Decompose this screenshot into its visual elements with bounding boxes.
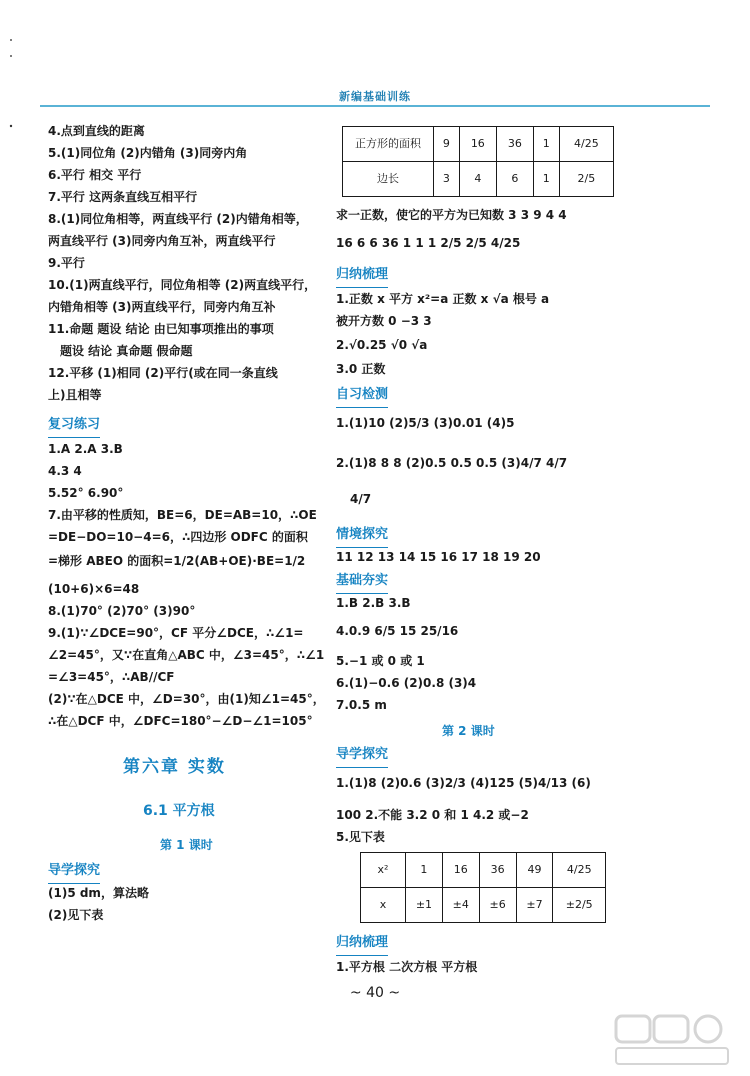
answer-line: =梯形 ABEO 的面积=1/2(AB+OE)·BE=1/2 <box>48 554 306 568</box>
section-title-situation: 情境探究 <box>336 524 388 546</box>
table-cell: 36 <box>496 127 533 162</box>
page-number: ~ 40 ~ <box>349 985 401 1001</box>
answer-line: =∠3=45°，∴AB//CF <box>48 670 175 684</box>
table-header-cell: x <box>361 888 406 923</box>
table-row <box>343 127 614 162</box>
answer-line: 题设 结论 真命题 假命题 <box>60 344 193 358</box>
answer-line: 100 2.不能 3.2 0 和 1 4.2 或−2 <box>336 808 529 822</box>
section-title-summary: 归纳梳理 <box>336 932 388 954</box>
table-cell: ±7 <box>516 888 553 923</box>
section-title-summary: 归纳梳理 <box>336 264 388 286</box>
answer-line: 4.3 4 <box>48 464 82 478</box>
table-square-area <box>342 126 614 197</box>
answer-line: 5.(1)同位角 (2)内错角 (3)同旁内角 <box>48 146 248 160</box>
answer-line: 5.−1 或 0 或 1 <box>336 654 425 668</box>
answer-line: (2)见下表 <box>48 908 104 922</box>
answer-line: ∴在△DCF 中，∠DFC=180°−∠D−∠1=105° <box>48 714 313 728</box>
answer-line: 16 6 6 36 1 1 1 2/5 2/5 4/25 <box>336 236 521 250</box>
table-cell: 4/25 <box>553 853 606 888</box>
chapter-title: 第六章 实数 <box>123 757 226 777</box>
table-cell: 16 <box>459 127 496 162</box>
answer-line: 3.0 正数 <box>336 362 386 376</box>
table-cell: 6 <box>496 162 533 197</box>
page-header <box>40 88 710 108</box>
answer-line: ∠2=45°，又∵在直角△ABC 中，∠3=45°，∴∠1 <box>48 648 325 662</box>
answer-line: 两直线平行 (3)同旁内角互补，两直线平行 <box>48 234 276 248</box>
answer-line: 2.(1)8 8 8 (2)0.5 0.5 0.5 (3)4/7 4/7 <box>336 456 568 470</box>
answer-line: 10.(1)两直线平行，同位角相等 (2)两直线平行， <box>48 278 317 292</box>
watermark-logo <box>612 1012 732 1068</box>
table-cell: 1 <box>533 162 559 197</box>
table-cell: 4/25 <box>559 127 613 162</box>
table-cell: 9 <box>434 127 460 162</box>
table-header-cell: 正方形的面积 <box>343 127 434 162</box>
answer-line: =DE−DO=10−4=6，∴四边形 ODFC 的面积 <box>48 530 308 544</box>
answer-line: 7.平行 这两条直线互相平行 <box>48 190 198 204</box>
answer-line: 被开方数 0 −3 3 <box>336 314 432 328</box>
answer-line: 8.(1)同位角相等，两直线平行 (2)内错角相等， <box>48 212 308 226</box>
table-cell: 36 <box>479 853 516 888</box>
table-row <box>361 888 606 923</box>
table-row <box>361 853 606 888</box>
table-cell: 4 <box>459 162 496 197</box>
table-cell: 1 <box>533 127 559 162</box>
table-cell: 3 <box>434 162 460 197</box>
section-heading: 6.1 平方根 <box>143 803 215 819</box>
answer-line: 8.(1)70° (2)70° (3)90° <box>48 604 196 618</box>
answer-line: 1.平方根 二次方根 平方根 <box>336 960 478 974</box>
answer-line: 1.正数 x 平方 x²=a 正数 x √a 根号 a <box>336 292 550 306</box>
answer-line: 1.B 2.B 3.B <box>336 596 411 610</box>
table-cell: 2/5 <box>559 162 613 197</box>
lesson-title: 第 2 课时 <box>442 724 495 738</box>
section-title-basic: 基础夯实 <box>336 570 388 592</box>
margin-marks <box>8 36 14 146</box>
answer-line: 7.由平移的性质知，BE=6，DE=AB=10，∴OE <box>48 508 317 522</box>
table-cell: 1 <box>406 853 443 888</box>
answer-line: 11 12 13 14 15 16 17 18 19 20 <box>336 550 541 564</box>
section-title-guide: 导学探究 <box>48 860 100 882</box>
answer-line: 6.平行 相交 平行 <box>48 168 142 182</box>
answer-line: 9.(1)∵∠DCE=90°，CF 平分∠DCE，∴∠1= <box>48 626 304 640</box>
answer-line: 11.命题 题设 结论 由已知事项推出的事项 <box>48 322 274 336</box>
table-cell: ±4 <box>442 888 479 923</box>
answer-line: 1.(1)8 (2)0.6 (3)2/3 (4)125 (5)4/13 (6) <box>336 776 591 790</box>
answer-line: 求一正数，使它的平方为已知数 3 3 9 4 4 <box>336 208 567 222</box>
table-cell: ±2/5 <box>553 888 606 923</box>
answer-line: 7.0.5 m <box>336 698 387 712</box>
section-title-guide: 导学探究 <box>336 744 388 766</box>
section-title-review: 复习练习 <box>48 414 100 436</box>
table-cell: 49 <box>516 853 553 888</box>
answer-line: 6.(1)−0.6 (2)0.8 (3)4 <box>336 676 477 690</box>
answer-line: (1)5 dm，算法略 <box>48 886 149 900</box>
answer-line: 2.√0.25 √0 √a <box>336 338 428 352</box>
table-header-cell: x² <box>361 853 406 888</box>
answer-line: 9.平行 <box>48 256 85 270</box>
answer-line: 4.0.9 6/5 15 25/16 <box>336 624 459 638</box>
answer-line: 12.平移 (1)相同 (2)平行(或在同一条直线 <box>48 366 278 380</box>
answer-line: 5.52° 6.90° <box>48 486 124 500</box>
answer-line: (2)∵在△DCE 中，∠D=30°，由(1)知∠1=45°， <box>48 692 325 706</box>
table-cell: ±6 <box>479 888 516 923</box>
answer-line: (10+6)×6=48 <box>48 582 140 596</box>
lesson-title: 第 1 课时 <box>160 838 213 852</box>
answer-line: 4/7 <box>350 492 372 506</box>
answer-line: 5.见下表 <box>336 830 385 844</box>
answer-line: 1.A 2.A 3.B <box>48 442 123 456</box>
answer-line: 1.(1)10 (2)5/3 (3)0.01 (4)5 <box>336 416 515 430</box>
table-header-cell: 边长 <box>343 162 434 197</box>
table-row <box>343 162 614 197</box>
answer-line: 内错角相等 (3)两直线平行，同旁内角互补 <box>48 300 276 314</box>
table-cell: ±1 <box>406 888 443 923</box>
answer-line: 4.点到直线的距离 <box>48 124 145 138</box>
table-cell: 16 <box>442 853 479 888</box>
section-title-selfcheck: 自习检测 <box>336 384 388 406</box>
header-rule <box>40 105 710 107</box>
header-title: 新编基础训练 <box>339 90 411 103</box>
table-square-roots <box>360 852 606 923</box>
answer-line: 上)且相等 <box>48 388 102 402</box>
